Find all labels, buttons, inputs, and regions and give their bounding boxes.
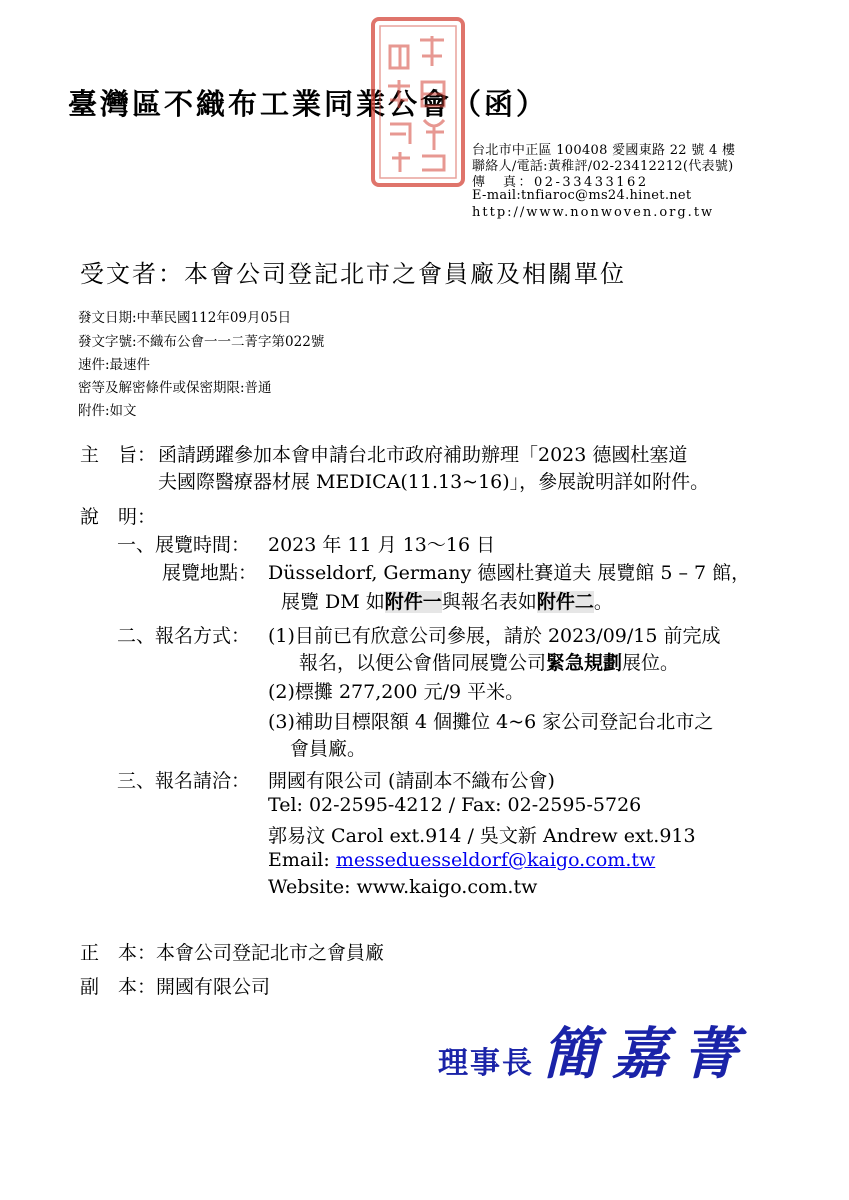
recipient: 受文者：本會公司登記北市之會員廠及相關單位 (80, 260, 626, 288)
document-number: 發文字號:不織布公會一一二菁字第022號 (78, 334, 325, 350)
item1-label: 一、展覽時間： (117, 534, 251, 556)
dm-text: 展覽 DM 如 (281, 591, 385, 613)
attachments: 附件:如文 (78, 403, 137, 419)
original-copy: 正 本：本會公司登記北市之會員廠 (80, 942, 385, 964)
chairman-title: 理事長 (438, 1046, 534, 1081)
sender-address: 台北市中正區 100408 愛國東路 22 號 4 樓 (472, 143, 736, 158)
email-label: Email: (268, 849, 336, 871)
dm-mid-text: 與報名表如 (441, 591, 537, 613)
issue-date: 發文日期:中華民國112年09月05日 (78, 310, 292, 326)
exhibition-time: 2023 年 11 月 13～16 日 (268, 534, 496, 556)
subject-label: 主 旨： (80, 444, 157, 466)
contact-company: 開國有限公司 (請副本不織布公會) (268, 770, 555, 792)
letter-title: 臺灣區不織布工業同業公會（函） (68, 87, 549, 121)
speed-class: 速件:最速件 (78, 357, 151, 373)
venue-label: 展覽地點： (162, 562, 258, 584)
signup-point-1-end: 展位。 (622, 652, 680, 674)
sender-email: E-mail:tnfiaroc@ms24.hinet.net (472, 188, 692, 203)
signup-point-1-line-1: (1)目前已有欣意公司參展，請於 2023/09/15 前完成 (268, 625, 721, 647)
sender-contact: 聯絡人/電話:黃稚評/02-23412212(代表號) (472, 159, 734, 174)
urgent-planning: 緊急規劃 (546, 652, 623, 674)
contact-phone: Tel: 02-2595-4212 / Fax: 02-2595-5726 (268, 794, 642, 816)
seal-stamp (370, 16, 466, 188)
signup-point-3-line-1: (3)補助目標限額 4 個攤位 4~6 家公司登記台北市之 (268, 711, 714, 733)
item3-label: 三、報名請洽： (117, 770, 251, 792)
signature (438, 1010, 752, 1090)
signup-point-2: (2)標攤 277,200 元/9 平米。 (268, 681, 525, 703)
dm-end-text: 。 (593, 591, 613, 613)
attachment-1-ref: 附件一 (384, 591, 442, 613)
signup-point-1-text: 報名，以便公會偕同展覽公司 (299, 652, 547, 674)
explanation-label: 說 明： (80, 506, 157, 528)
item2-label: 二、報名方式： (117, 625, 251, 647)
sender-website: http://www.nonwoven.org.tw (472, 205, 715, 220)
chairman-name: 簡嘉菁 (542, 1021, 752, 1087)
signup-point-1-line-2 (299, 648, 679, 675)
dm-line (281, 587, 613, 614)
secrecy-level: 密等及解密條件或保密期限:普通 (78, 380, 272, 396)
contact-website: Website: www.kaigo.com.tw (268, 876, 538, 898)
signup-point-3-line-2: 會員廠。 (290, 738, 367, 760)
contact-people: 郭易汶 Carol ext.914 / 吳文新 Andrew ext.913 (268, 825, 696, 847)
contact-email-line (268, 849, 655, 871)
sender-fax: 傳 真：02-33433162 (472, 175, 649, 190)
subject-line-2: 夫國際醫療器材展 MEDICA(11.13~16)」，參展說明詳如附件。 (158, 471, 710, 493)
subject-line-1: 函請踴躍參加本會申請台北市政府補助辦理「2023 德國杜塞道 (158, 444, 688, 466)
carbon-copy: 副 本：開國有限公司 (80, 976, 271, 998)
attachment-2-ref: 附件二 (536, 591, 594, 613)
email-link[interactable]: messeduesseldorf@kaigo.com.tw (335, 849, 656, 871)
exhibition-venue: Düsseldorf, Germany 德國杜賽道夫 展覽館 5 – 7 館， (268, 562, 751, 584)
